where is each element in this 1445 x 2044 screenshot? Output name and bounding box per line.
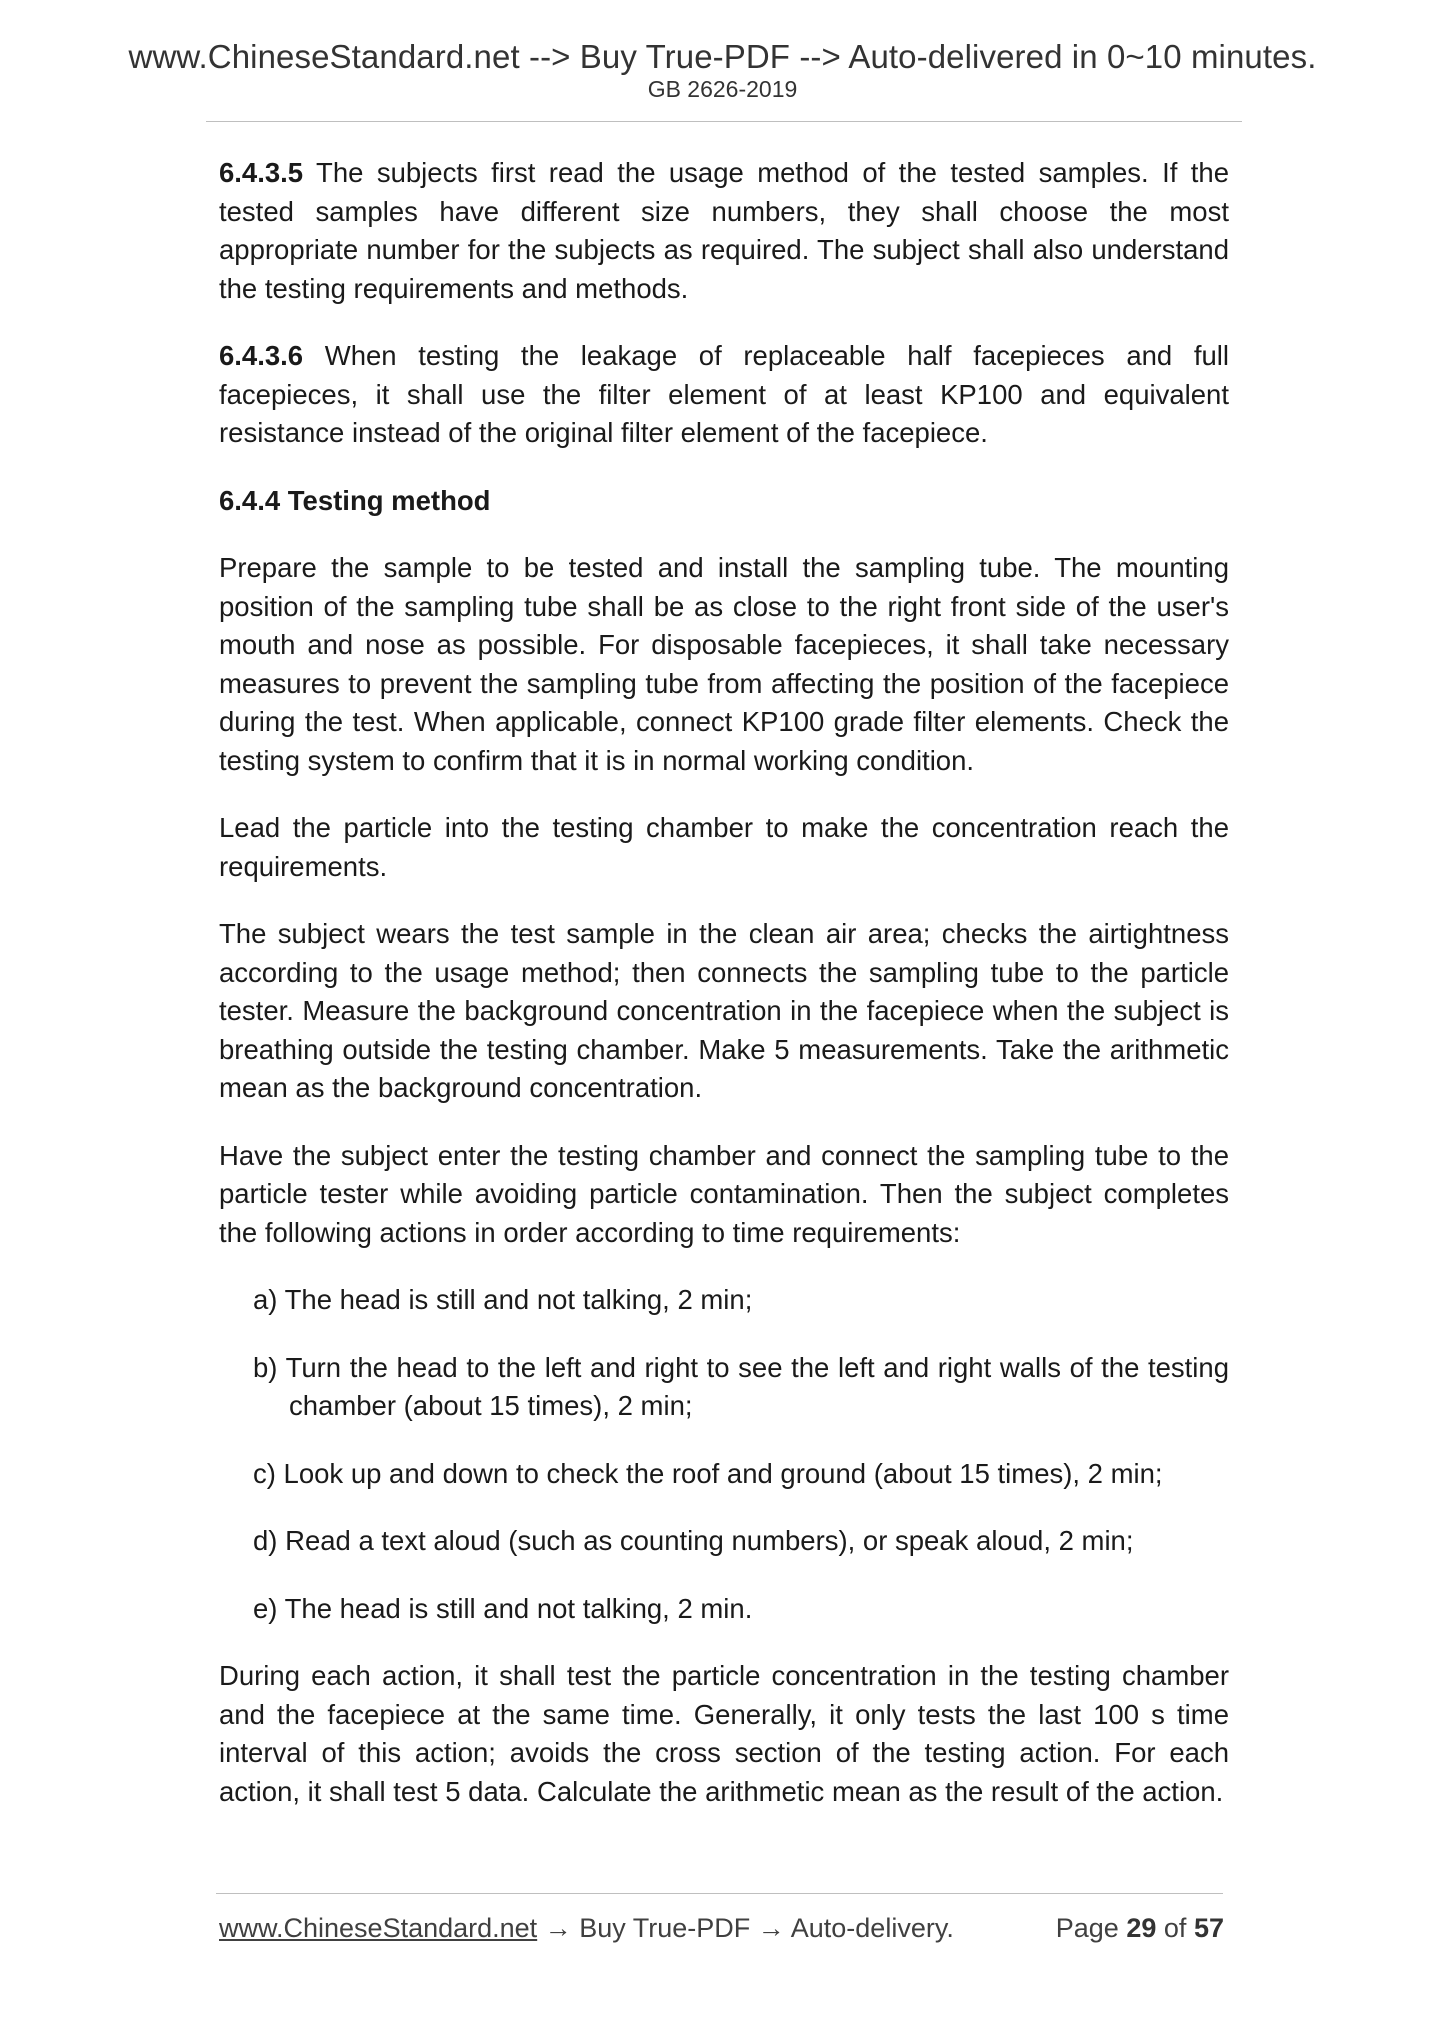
footer-site-link[interactable]: www.ChineseStandard.net [219,1913,538,1943]
standard-id: GB 2626-2019 [647,76,798,102]
page-footer [219,1913,1224,1944]
paragraph: Prepare the sample to be tested and install the sampling tube. The mounting position of the sampling tube shall be as close to the right front side of the user's mouth and nose as possible. For disposable facepieces, it shall take necessary measures to prevent the sampling tube from affecting the position of the facepiece during the test. When applicable, connect KP100 grade filter elements. Check the testing system to confirm that it is in normal working condition. [219,552,1229,776]
footer-tagline: → Buy True-PDF → Auto-delivery. [544,1913,954,1943]
list-item: e) The head is still and not talking, 2 min. [253,1592,753,1624]
page-total: 57 [1193,1913,1224,1943]
list-item: b) Turn the head to the left and right to see the left and right walls of the testing chamber (about 15 times), 2 min; [253,1351,1229,1421]
list-item: a) The head is still and not talking, 2 min; [253,1284,753,1315]
clause-6-4-3-6 [219,337,1229,453]
header-divider [206,121,1242,122]
page-indicator [1056,1913,1224,1944]
footer-divider [216,1893,1223,1894]
page-number: 29 [1126,1913,1157,1943]
clause-text: The subjects first read the usage method of the tested samples. If the tested samples have different size numbers, they shall choose the most appropriate number for the subjects as required. The subject shall also understand the testing requirements and methods. [219,157,1229,304]
site-banner: www.ChineseStandard.net --> Buy True-PDF --> Auto-delivered in 0~10 minutes. [128,38,1317,75]
list-item: d) Read a text aloud (such as counting numbers), or speak aloud, 2 min; [253,1525,1134,1556]
clause-6-4-3-5 [219,154,1229,308]
of-label: of [1163,1913,1187,1943]
list-item: c) Look up and down to check the roof and ground (about 15 times), 2 min; [253,1457,1163,1489]
clause-number: 6.4.3.6 [219,340,304,371]
section-heading: 6.4.4 Testing method [219,484,491,516]
clause-number: 6.4.3.5 [219,157,304,188]
paragraph: During each action, it shall test the particle concentration in the testing chamber and the facepiece at the same time. Generally, it only tests the last 100 s time interval of this action; avoids the cross section of the testing action. For each action, it shall test 5 data. Calculate the arithmetic mean as the result of the action. [219,1660,1229,1807]
clause-text: When testing the leakage of replaceable half facepieces and full facepieces, it shall use the filter element of at least KP100 and equivalent resistance instead of the original filter element of the facepiece. [219,340,1230,448]
paragraph: The subject wears the test sample in the clean air area; checks the airtightness according to the usage method; then connects the sampling tube to the particle tester. Measure the background concentration in the facepiece when the subject is breathing outside the testing chamber. Make 5 measurements. Take the arithmetic mean as the background concentration. [219,918,1229,1103]
paragraph: Have the subject enter the testing chamber and connect the sampling tube to the particle tester while avoiding particle contamination. Then the subject completes the following actions in order according to time requirements: [219,1139,1229,1248]
paragraph: Lead the particle into the testing chamber to make the concentration reach the requirements. [219,812,1229,882]
page-label: Page [1055,1913,1119,1943]
document-body [219,154,1229,1840]
